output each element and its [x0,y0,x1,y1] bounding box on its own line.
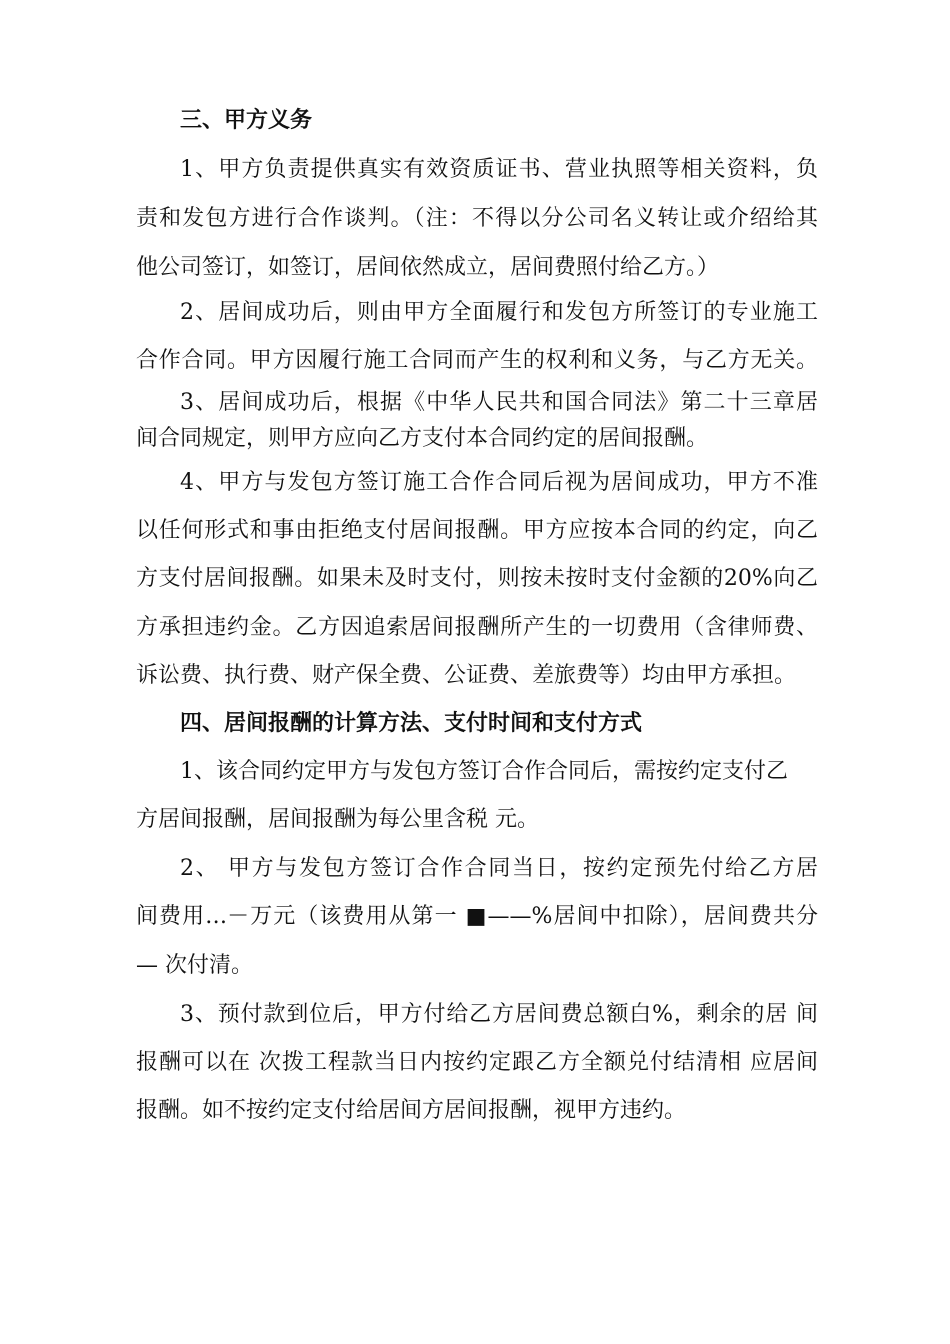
section-4-para-1-line-2: 方居间报酬，居间报酬为每公里含税 元。 [136,807,539,832]
section-3-heading: 三、甲方义务 [180,107,313,133]
section-4-para-2-line-2: 间费用…－万元（该费用从第一 ■——%居间中扣除），居间费共分 [136,904,818,929]
section-4-para-3-line-1: 3、预付款到位后，甲方付给乙方居间费总额白%，剩余的居 间 [180,1002,818,1027]
section-3-para-1-line-3: 他公司签订，如签订，居间依然成立，居间费照付给乙方。） [136,255,720,280]
section-4-para-3-line-2: 报酬可以在 次拨工程款当日内按约定跟乙方全额兑付结清相 应居间 [136,1050,818,1075]
section-4-para-1-line-1: 1、该合同约定甲方与发包方签订合作合同后，需按约定支付乙 [180,759,788,784]
section-3-para-1-line-2: 责和发包方进行合作谈判。（注：不得以分公司名义转让或介绍给其 [136,206,818,231]
section-3-para-4-line-5: 诉讼费、执行费、财产保全费、公证费、差旅费等）均由甲方承担。 [136,663,797,688]
section-4-para-2-line-1: 2、 甲方与发包方签订合作合同当日，按约定预先付给乙方居 [180,856,818,881]
section-3-para-2-line-2: 合作合同。甲方因履行施工合同而产生的权利和义务，与乙方无关。 [136,348,818,373]
section-3-para-3-line-1: 3、居间成功后，根据《中华人民共和国合同法》第二十三章居 [180,390,818,415]
section-4-para-2-line-3: — 次付清。 [136,953,253,978]
section-3-para-4-line-3: 方支付居间报酬。如果未及时支付，则按未按时支付金额的20%向乙 [136,566,818,591]
section-3-para-1-line-1: 1、甲方负责提供真实有效资质证书、营业执照等相关资料，负 [180,157,818,182]
section-3-para-4-line-2: 以任何形式和事由拒绝支付居间报酬。甲方应按本合同的约定，向乙 [136,518,818,543]
section-3-para-4-line-1: 4、甲方与发包方签订施工合作合同后视为居间成功，甲方不准 [180,470,818,495]
section-4-para-3-line-3: 报酬。如不按约定支付给居间方居间报酬，视甲方违约。 [136,1098,687,1123]
section-3-para-3-line-2: 间合同规定，则甲方应向乙方支付本合同约定的居间报酬。 [136,426,709,451]
section-4-heading: 四、居间报酬的计算方法、支付时间和支付方式 [180,710,643,736]
section-3-para-4-line-4: 方承担违约金。乙方因追索居间报酬所产生的一切费用（含律师费、 [136,615,818,640]
section-3-para-2-line-1: 2、居间成功后，则由甲方全面履行和发包方所签订的专业施工 [180,300,818,325]
